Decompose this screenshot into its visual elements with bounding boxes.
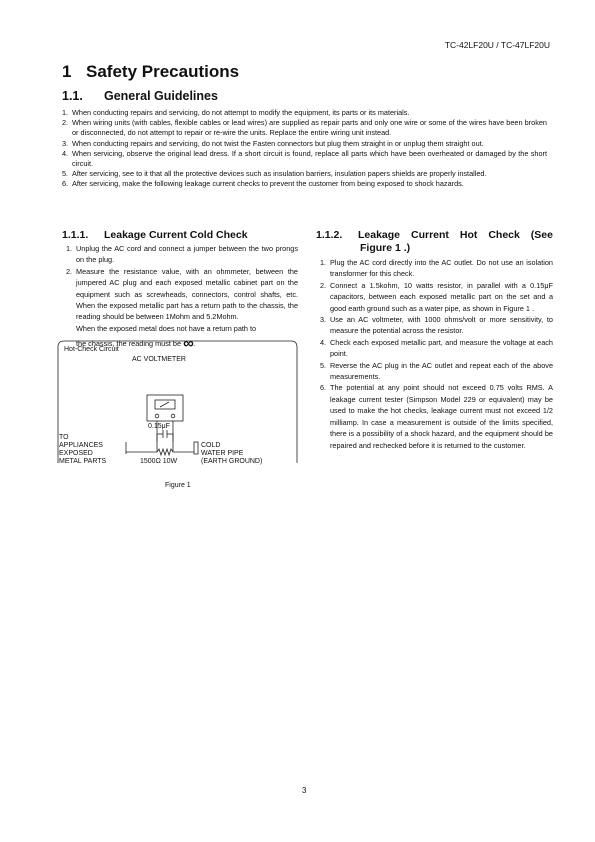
left-label-3: EXPOSED xyxy=(59,450,93,457)
resistor-label: 1500Ω 10W xyxy=(140,458,178,465)
section-number: 1 xyxy=(62,62,72,81)
hot-check-section xyxy=(316,229,553,451)
list-item: 1. Unplug the AC cord and connect a jumper between the two prongs on the plug. xyxy=(66,244,298,265)
list-item: 1. When conducting repairs and servicing, do not attempt to modify the equipment, its parts or its materials. xyxy=(62,108,410,117)
subsection-title-text: General Guidelines xyxy=(104,89,218,103)
guidelines-list xyxy=(62,108,547,190)
figure-caption: Figure 1 xyxy=(165,482,191,489)
page-number: 3 xyxy=(302,786,307,795)
list-item: 3. Use an AC voltmeter, with 1000 ohms/volt or more sensitivity, to measure the potential across the resistor. xyxy=(320,315,553,336)
infinity-symbol: ∞ xyxy=(183,335,194,353)
right-label-1: COLD xyxy=(201,442,221,449)
left-label-1: TO xyxy=(59,434,69,441)
list-item: 4. When servicing, observe the original lead dress. If a short circuit is found, replace all parts which have been overheated or damaged by the short circuit. xyxy=(62,148,547,169)
left-label-4: METAL PARTS xyxy=(59,458,107,465)
cold-check-heading: 1.1.1. Leakage Current Cold Check xyxy=(62,229,248,241)
section-title-text: Safety Precautions xyxy=(86,62,240,81)
cold-check-note: When the exposed metal does not have a return path to the chassis, the reading must be ∞. xyxy=(76,323,257,353)
list-item: 6. The potential at any point should not exceed 0.75 volts RMS. A leakage current tester (Simpson Model 229 or equivalent) may be used to make the hot checks, leakage current must not exceed 1/2 milliamp. In case a measurement is outside of the limits specified, there is a possibility of a shock hazard, and the equipment should be repaired and rechecked before it is returned to the customer. xyxy=(320,383,553,450)
list-item: 5. After servicing, see to it that all the protective devices such as insulation barriers, insulation papers shields are properly installed. xyxy=(62,169,487,179)
circuit-title: Hot-Check Circuit xyxy=(64,346,119,353)
section-title xyxy=(62,62,239,82)
capacitor-label: 0.15μF xyxy=(148,423,170,430)
list-item: 6. After servicing, make the following leakage current checks to prevent the customer from being exposed to shock hazards. xyxy=(62,179,464,189)
list-item: 2. When wiring units (with cables, flexible cables or lead wires) are supplied as repair parts and only one wire or some of the wires have been broken or disconnected, do not attempt to repair or re-wire the units. Replace the entire wiring unit instead. xyxy=(62,118,547,138)
right-label-2: WATER PIPE xyxy=(201,450,244,457)
cold-check-section xyxy=(62,229,298,353)
list-item: 2. Connect a 1.5kohm, 10 watts resistor, in parallel with a 0.15μF capacitors, between each exposed metallic part on the set and a good earth ground such as a water pipe, as shown in Figure 1 . xyxy=(320,280,553,313)
cold-check-list xyxy=(62,243,298,323)
circuit-diagram xyxy=(56,339,299,470)
meter-label: AC VOLTMETER xyxy=(132,356,186,363)
hot-check-heading: 1.1.2. Leakage Current Hot Check (See Figure 1 .) xyxy=(316,229,553,254)
hot-check-circuit-figure xyxy=(56,339,299,470)
subsection-title xyxy=(62,89,218,103)
subsection-number: 1.1. xyxy=(62,89,83,103)
list-item: 1. Plug the AC cord directly into the AC outlet. Do not use an isolation transformer for this check. xyxy=(320,258,553,279)
left-label-2: APPLIANCES xyxy=(59,442,103,449)
list-item: 4. Check each exposed metallic part, and measure the voltage at each point. xyxy=(320,337,553,359)
right-label-3: (EARTH GROUND) xyxy=(201,458,263,465)
header-model: TC-42LF20U / TC-47LF20U xyxy=(444,40,550,50)
hot-check-list xyxy=(316,257,553,451)
list-item: 5. Reverse the AC plug in the AC outlet and repeat each of the above measurements. xyxy=(320,360,553,382)
list-item: 2. Measure the resistance value, with an ohmmeter, between the jumpered AC plug and each exposed metallic cabinet part on the equipment such as screwheads, connectors, control shafts, etc. When the exposed metallic part has a return path to the chassis, the reading should be between 1Mohm and 5.2Mohm. xyxy=(66,266,298,322)
list-item: 3. When conducting repairs and servicing, do not twist the Fasten connectors but plug them straight in or unplug them straight out. xyxy=(62,138,484,148)
